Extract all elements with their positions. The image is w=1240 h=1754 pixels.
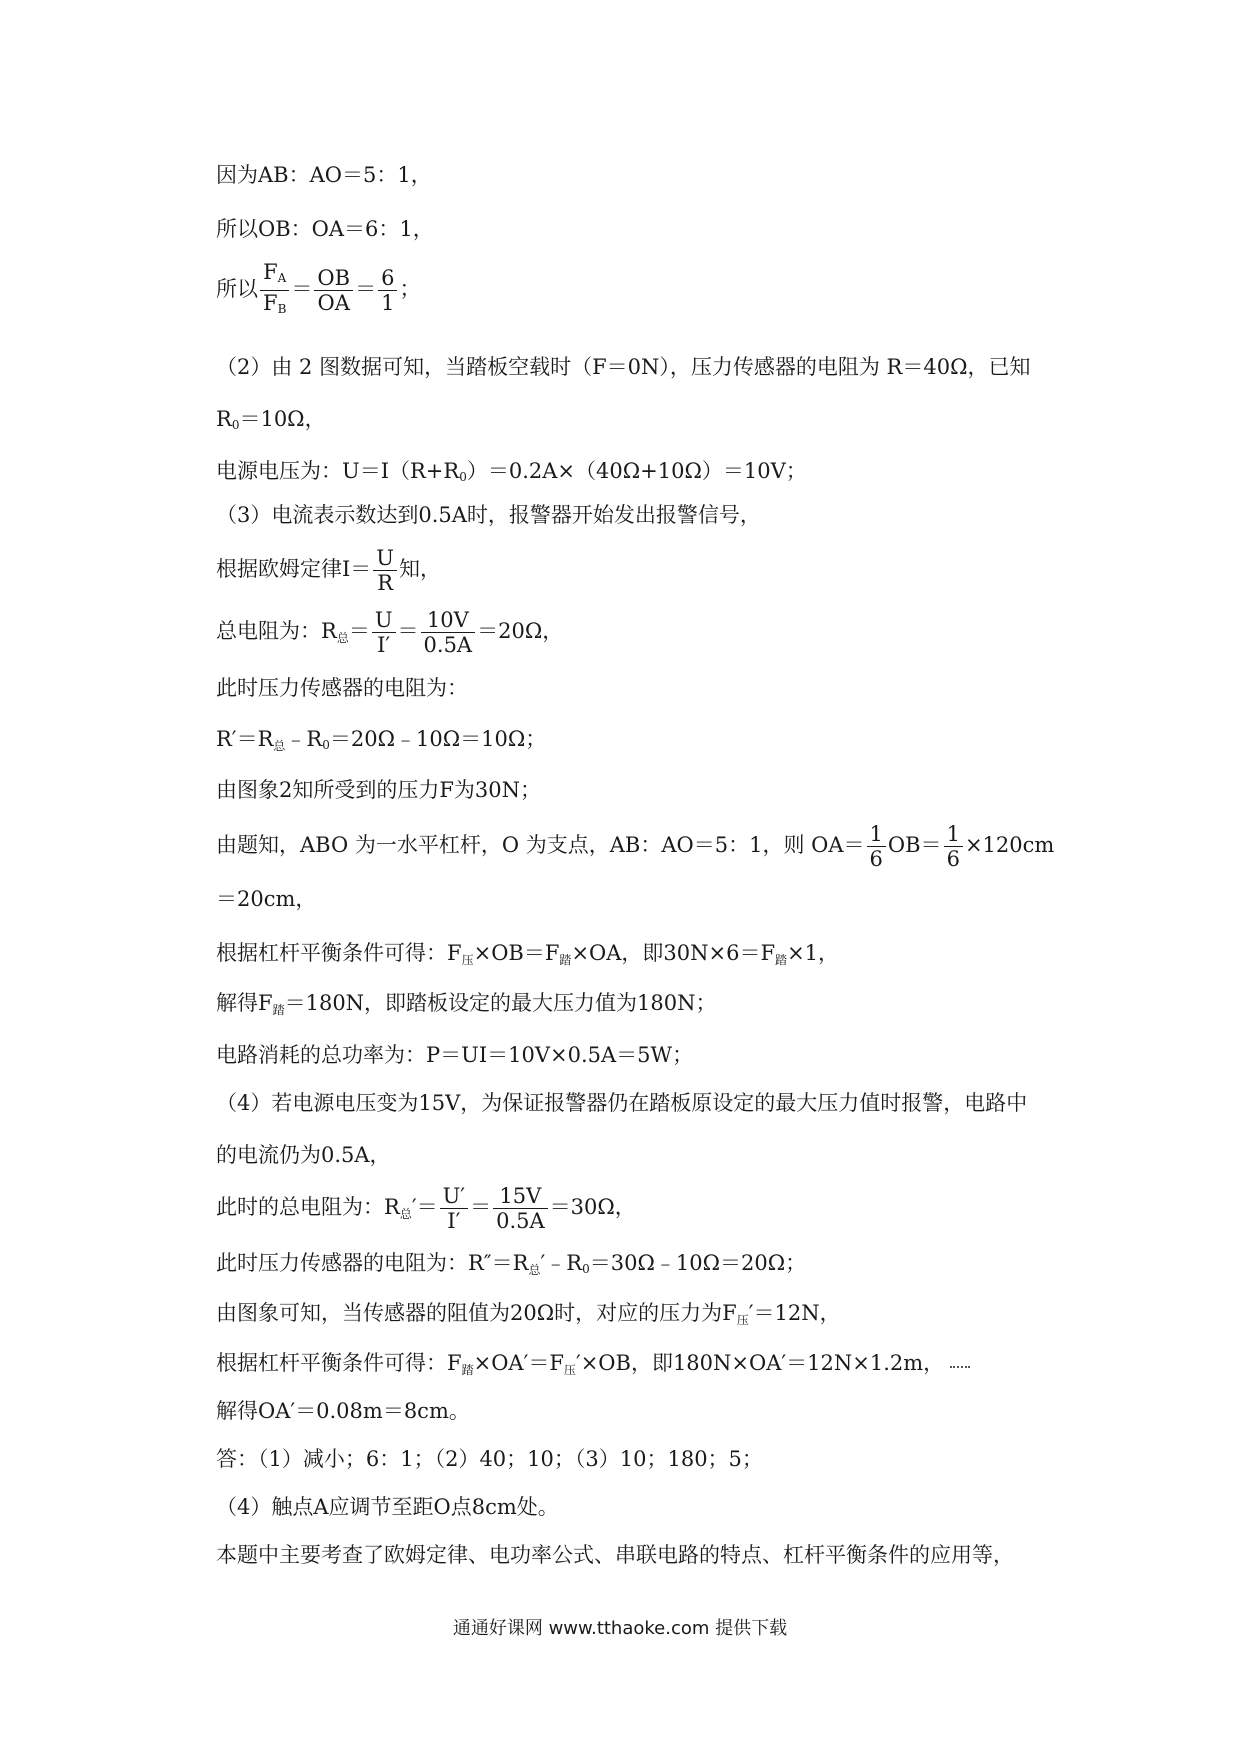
fraction: $\frac{1}{6}$	[867, 822, 886, 871]
solution-line: R′＝R总$﹣R_0=20\Omega﹣10\Omega=10\Omega$；	[216, 727, 547, 753]
ohms-law-line: 根据欧姆定律I＝ $\frac{U}{R}$ 知，	[216, 546, 441, 595]
fraction: $\frac{F_A}{F_B}$	[260, 260, 289, 321]
answer-line: （4）触点A应调节至距O点8cm处。	[216, 1495, 559, 1519]
solution-line: 由图象可知，当传感器的阻值为20Ω时，对应的压力为F压′＝12N，	[216, 1301, 841, 1327]
solution-line: 的电流仍为0.5A，	[216, 1143, 391, 1167]
solution-line: （4）若电源电压变为15V，为保证报警器仍在踏板原设定的最大压力值时报警，电路中	[216, 1091, 1028, 1115]
fraction: $\frac{OB}{OA}$	[314, 266, 353, 315]
solution-line: 电源电压为：$U=I(R+R_0)=0.2A\times(40\Omega+10\Omega)=10V$；	[216, 459, 807, 484]
solution-line: 所以OB：OA＝6：1，	[216, 217, 434, 241]
lever-length-line: 由题知，ABO 为一水平杠杆，O 为支点，AB：AO＝5：1，则 OA＝ $\frac{1}{6}$ OB＝ $\frac{1}{6}$ ×120cm	[216, 822, 1055, 871]
total-resistance-line: 总电阻为：R总＝ $\frac{U}{I'}$ ＝ $\frac{10V}{0.5A}$ ＝20Ω，	[216, 608, 564, 657]
answer-line: 答：（1）减小；6：1；（2）40；10；（3）10；180；5；	[216, 1447, 763, 1471]
solution-line: ＝20cm，	[216, 887, 317, 911]
new-total-resistance-line: 此时的总电阻为：R总′＝ $\frac{U'}{I'}$ ＝ $\frac{15V}{0.5A}$ ＝30Ω，	[216, 1184, 636, 1233]
ratio-equation: 所以 $\frac{F_A}{F_B}$ ＝ $\frac{OB}{OA}$ ＝ $\frac{6}{1}$ ；	[216, 260, 420, 321]
solution-line: 电路消耗的总功率为：P＝UI＝10V×0.5A＝5W；	[216, 1043, 694, 1067]
solution-line: $R_0=10\Omega$，	[216, 407, 326, 432]
solution-line: 解得OA′＝0.08m＝8cm。	[216, 1399, 470, 1423]
fraction: $\frac{6}{1}$	[378, 266, 397, 315]
fraction: $\frac{U}{I'}$	[372, 608, 396, 657]
page-footer: 通通好课网 www.tthaoke.com 提供下载	[452, 1618, 788, 1639]
scan-mark	[950, 1360, 970, 1368]
fraction: $\frac{U'}{I'}$	[440, 1184, 468, 1233]
fraction: $\frac{U}{R}$	[373, 546, 397, 595]
solution-line: （2）由 2 图数据可知，当踏板空载时（F＝0N），压力传感器的电阻为 R＝40Ω，已知	[216, 355, 1031, 379]
solution-line: 此时压力传感器的电阻为：	[216, 676, 468, 700]
solution-line: 由图象2知所受到的压力F为30N；	[216, 778, 542, 802]
solution-line: 此时压力传感器的电阻为：R″＝R总$'﹣R_0=30\Omega﹣10\Omega=20\Omega$；	[216, 1251, 807, 1277]
summary-line: 本题中主要考查了欧姆定律、电功率公式、串联电路的特点、杠杆平衡条件的应用等，	[216, 1543, 1014, 1567]
solution-line: 解得F踏＝180N，即踏板设定的最大压力值为180N；	[216, 991, 717, 1017]
solution-line: 因为AB：AO＝5：1，	[216, 163, 432, 187]
fraction: $\frac{1}{6}$	[944, 822, 963, 871]
solution-line: 根据杠杆平衡条件可得：F踏×OA′＝F压′×OB，即180N×OA′＝12N×1.2m，	[216, 1348, 970, 1385]
fraction: $\frac{10V}{0.5A}$	[421, 608, 476, 657]
solution-line: 根据杠杆平衡条件可得：F压×OB＝F踏×OA，即30N×6＝F踏×1，	[216, 941, 840, 967]
solution-line: （3）电流表示数达到0.5A时，报警器开始发出报警信号，	[216, 503, 761, 527]
fraction: $\frac{15V}{0.5A}$	[493, 1184, 548, 1233]
